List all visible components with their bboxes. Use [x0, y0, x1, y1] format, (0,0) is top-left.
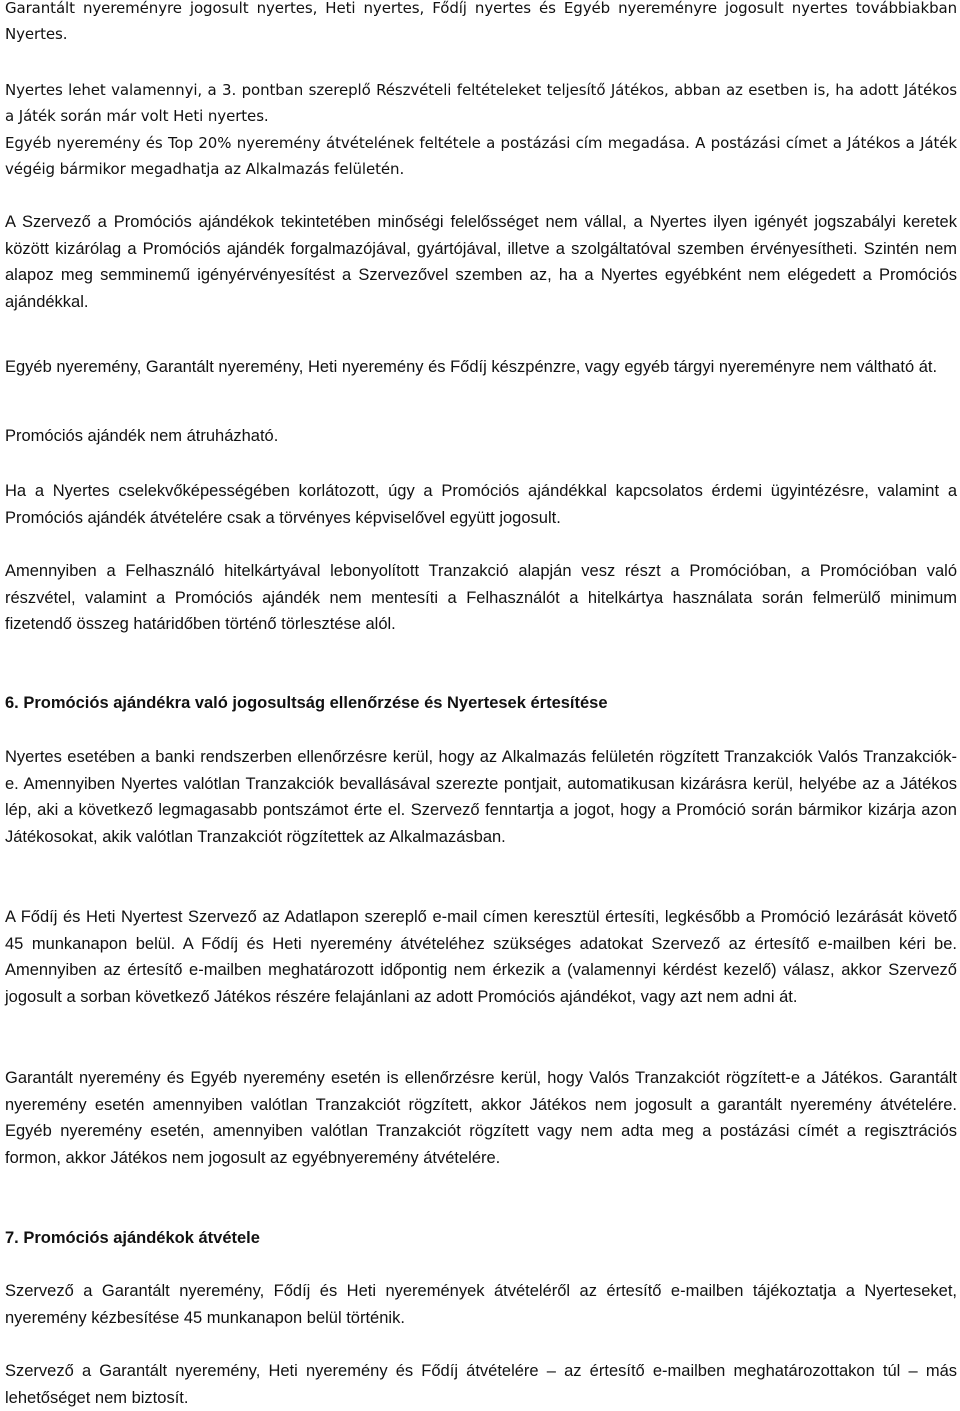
paragraph-bank-verification: Nyertes esetében a banki rendszerben ellenőrzésre kerül, hogy az Alkalmazás felületén rögzített Tranzakciók Valós Tranzakciók-e. Amennyiben Nyertes valótlan Tranzakciók bevallásával szerezte pontjait, automatikusan kizárásra kerül, helyébe az a Játékos lép, aki a következő legmagasabb pontszámot érte el. Szervező fenntartja a jogot, hogy a Promóció során bármikor kizárja azon Játékosokat, akik valótlan Tranzakciót rögzítettek az Alkalmazásban.	[5, 748, 957, 846]
paragraph-quality-liability: A Szervező a Promóciós ajándékok tekintetében minőségi felelősséget nem vállal, a Nyertes ilyen igényét jogszabályi keretek között kizárólag a Promóciós ajándék forgalmazójával, gyártójával, illetve a szolgáltatóval szemben érvényesítheti. Szintén nem alapoz meg semminemű igényérvényesítést a Szervezővel szemben az, ha a Nyertes egyébként nem elégedett a Promóciós ajándékkal.	[5, 213, 957, 311]
paragraph-winner-eligibility: Nyertes lehet valamennyi, a 3. pontban szereplő Részvételi feltételeket teljesítő Játékos, abban az esetben is, ha adott Játékos a Játék során már volt Heti nyertes.	[5, 81, 957, 125]
paragraph-no-other-option: Szervező a Garantált nyeremény, Heti nyeremény és Fődíj átvételére – az értesítő e-mailben meghatározottakon túl – más lehetőséget nem biztosít.	[5, 1362, 957, 1407]
paragraph-guaranteed-check: Garantált nyeremény és Egyéb nyeremény esetén is ellenőrzésre kerül, hogy Valós Tranzakciót rögzített-e a Játékos. Garantált nyeremény esetén amennyiben valótlan Tranzakciót rögzített, akkor Játékos nem jogosult a garantált nyeremény átvételére. Egyéb nyeremény esetén, amennyiben valótlan Tranzakciót rögzített vagy nem adta meg a postázási címét a regisztrációs formon, akkor Játékos nem jogosult az egyébnyeremény átvételére.	[5, 1069, 957, 1167]
paragraph-credit-card: Amennyiben a Felhasználó hitelkártyával lebonyolított Tranzakció alapján vesz részt a Promócióban, a Promócióban való részvétel, valamint a Promóciós ajándék nem mentesíti a Felhasználót a hitelkártya használata során felmerülő minimum fizetendő összeg határidőben történő törlesztése alól.	[5, 562, 957, 633]
paragraph-delivery-info: Szervező a Garantált nyeremény, Fődíj és Heti nyeremények átvételéről az értesítő e-mailben tájékoztatja a Nyerteseket, nyeremény kézbesítése 45 munkanapon belül történik.	[5, 1282, 957, 1327]
section-heading-6: 6. Promóciós ajándékra való jogosultság ellenőrzése és Nyertesek értesítése	[5, 694, 608, 712]
paragraph-postal-address: Egyéb nyeremény és Top 20% nyeremény átvételének feltétele a postázási cím megadása. A postázási címet a Játékos a Játék végéig bármikor megadhatja az Alkalmazás felületén.	[5, 134, 957, 178]
section-heading-7: 7. Promóciós ajándékok átvétele	[5, 1229, 260, 1247]
paragraph-winner-definition: Garantált nyereményre jogosult nyertes, Heti nyertes, Fődíj nyertes és Egyéb nyereményre jogosult nyertes továbbiakban Nyertes.	[5, 0, 957, 43]
paragraph-main-prize-notice: A Fődíj és Heti Nyertest Szervező az Adatlapon szereplő e-mail címen keresztül értesíti, legkésőbb a Promóció lezárását követő 45 munkanapon belül. A Fődíj és Heti nyeremény átvételéhez szükséges adatokat Szervező az értesítő e-mailben kéri be. Amennyiben az értesítő e-mailben meghatározott időpontig nem érkezik a (valamennyi kérdést kezelő) válasz, akkor Szervező jogosult a sorban következő Játékos részére felajánlani az adott Promóciós ajándékot, vagy azt nem adni át.	[5, 908, 957, 1006]
paragraph-limited-capacity: Ha a Nyertes cselekvőképességében korlátozott, úgy a Promóciós ajándékkal kapcsolatos érdemi ügyintézésre, valamint a Promóciós ajándék átvételére csak a törvényes képviselővel együtt jogosult.	[5, 482, 957, 527]
paragraph-no-cash-exchange: Egyéb nyeremény, Garantált nyeremény, Heti nyeremény és Fődíj készpénzre, vagy egyéb tárgyi nyereményre nem váltható át.	[5, 358, 938, 376]
paragraph-not-transferable: Promóciós ajándék nem átruházható.	[5, 427, 279, 445]
